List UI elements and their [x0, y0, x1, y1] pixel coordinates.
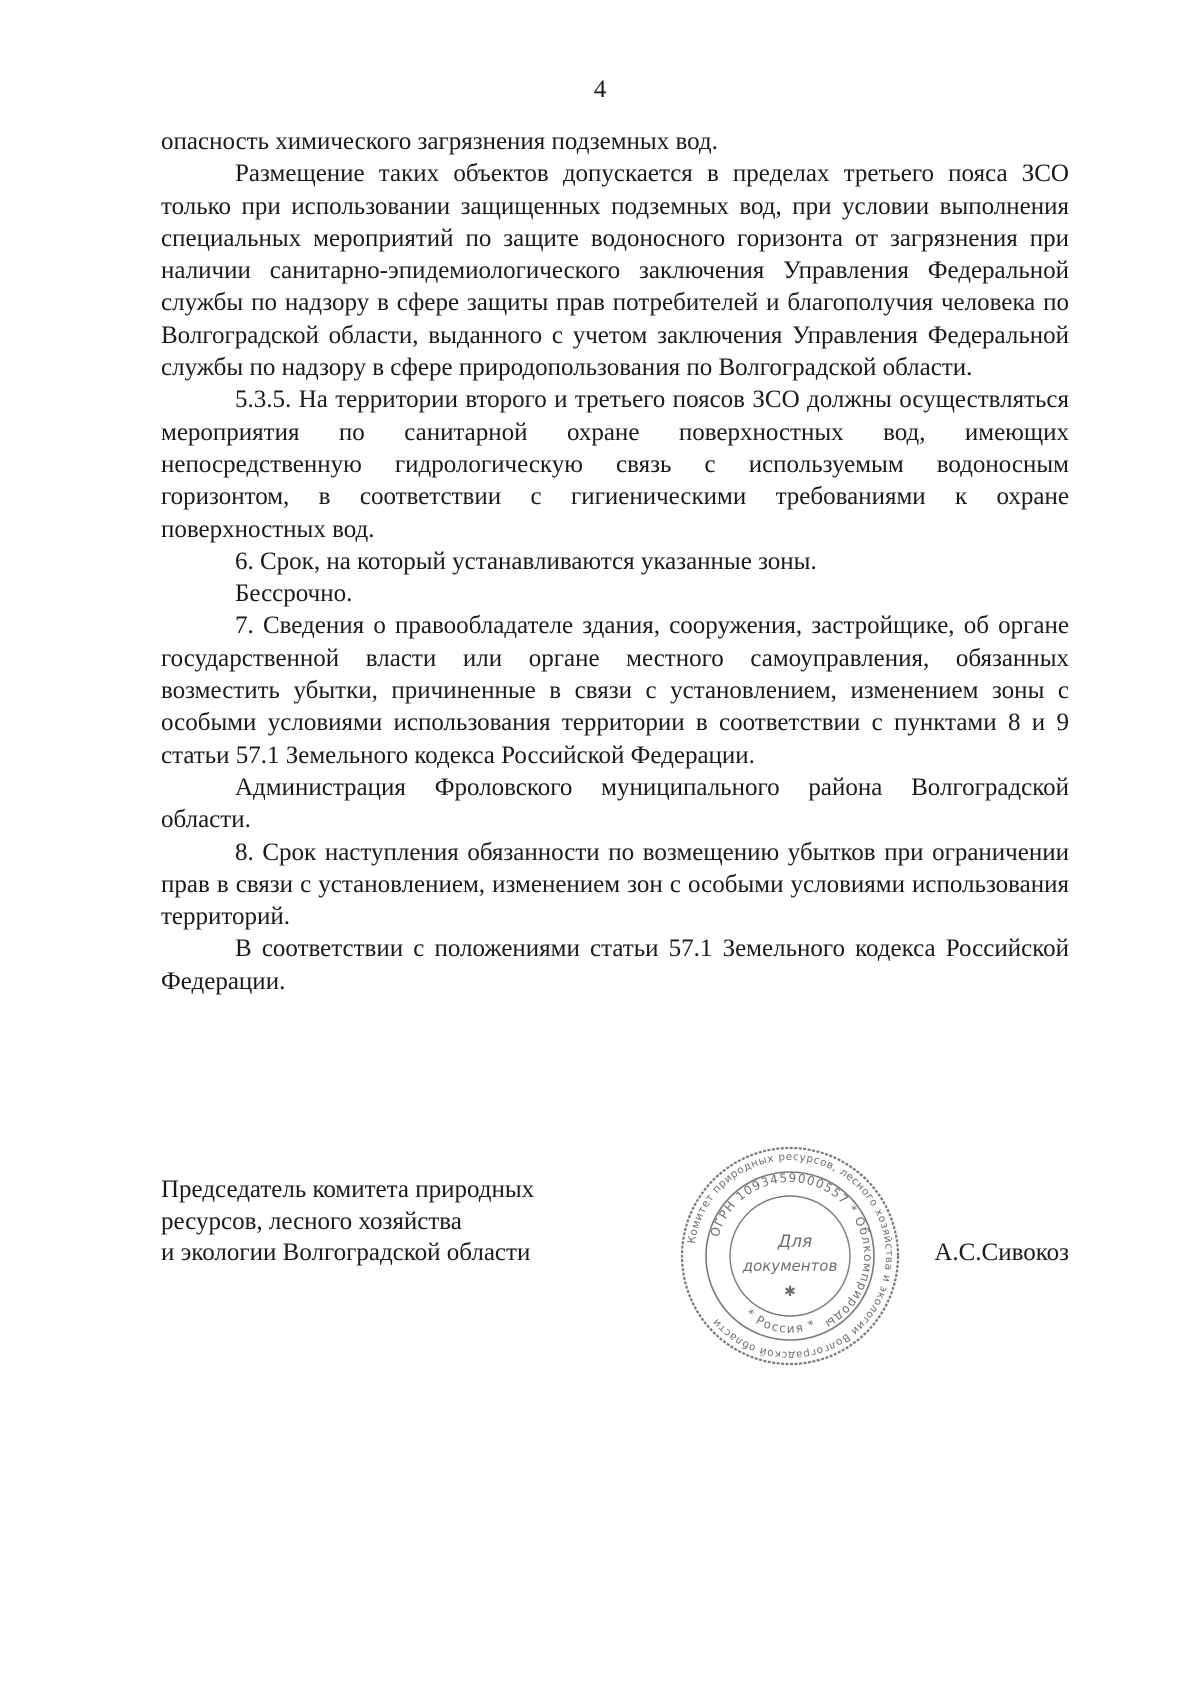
paragraph: 5.3.5. На территории второго и третьего поясов ЗСО должны осуществляться мероприятия по санитарной охране поверхностных вод, имеющих непосредственную гидрологическую связь с используемым водоносным горизонтом, в соответствии с гигиеническими требованиями к охране поверхностных вод. — [161, 386, 1069, 543]
signatory-title-line: ресурсов, лесного хозяйства — [161, 1207, 462, 1235]
paragraph: 7. Сведения о правообладателе здания, сооружения, застройщике, об органе государственной власти или органе местного самоуправления, обязанных возместить убытки, причиненные в связи с установлением, изменением зоны с особыми условиями использования территории в соответствии с пунктами 8 и 9 статьи 57.1 Земельного кодекса Российской Федерации. — [161, 612, 1069, 769]
seal-center-line-1: Для — [777, 1232, 813, 1252]
signature-block — [161, 1150, 1069, 1374]
paragraph: 8. Срок наступления обязанности по возмещению убытков при ограничении прав в связи с установлением, изменением зон с особыми условиями использования территорий. — [161, 838, 1069, 931]
signatory-name: А.С.Сивокоз — [934, 1239, 1069, 1266]
page-number: 4 — [593, 76, 607, 103]
paragraph: 6. Срок, на который устанавливаются указанные зоны. — [235, 547, 817, 575]
seal-star-icon: ✱ — [784, 1284, 796, 1300]
seal-bottom-text: * Россия * — [743, 1306, 819, 1336]
signatory-title-line: и экологии Волгоградской области — [161, 1239, 531, 1266]
body-text — [161, 126, 1069, 998]
paragraph: опасность химического загрязнения подземных вод. — [161, 128, 718, 155]
paragraph: Бессрочно. — [235, 580, 353, 608]
seal-center-line-2: документов — [742, 1257, 838, 1275]
seal-outer-text: Комитет природных ресурсов, лесного хозяйства и экологии Волгоградской области — [685, 1150, 896, 1362]
signatory-title-line: Председатель комитета природных — [161, 1176, 535, 1203]
seal-inner-text: ОГРН 1093459000557 * Облкомприроды — [707, 1170, 876, 1332]
paragraph: Администрация Фроловского муниципального района Волгоградской области. — [161, 773, 1069, 834]
signatory-title — [161, 1174, 621, 1269]
paragraph: В соответствии с положениями статьи 57.1 Земельного кодекса Российской Федерации. — [161, 935, 1069, 995]
official-seal — [675, 1141, 905, 1371]
paragraph: Размещение таких объектов допускается в пределах третьего пояса ЗСО только при использовании защищенных подземных вод, при условии выполнения специальных мероприятий по защите водоносного горизонта от загрязнения при наличии санитарно-эпидемиологического заключения Управления Федеральной службы по надзору в сфере защиты прав потребителей и благополучия человека по Волгоградской области, выданного с учетом заключения Управления Федеральной службы по надзору в сфере природопользования по Волгоградской области. — [161, 160, 1069, 382]
